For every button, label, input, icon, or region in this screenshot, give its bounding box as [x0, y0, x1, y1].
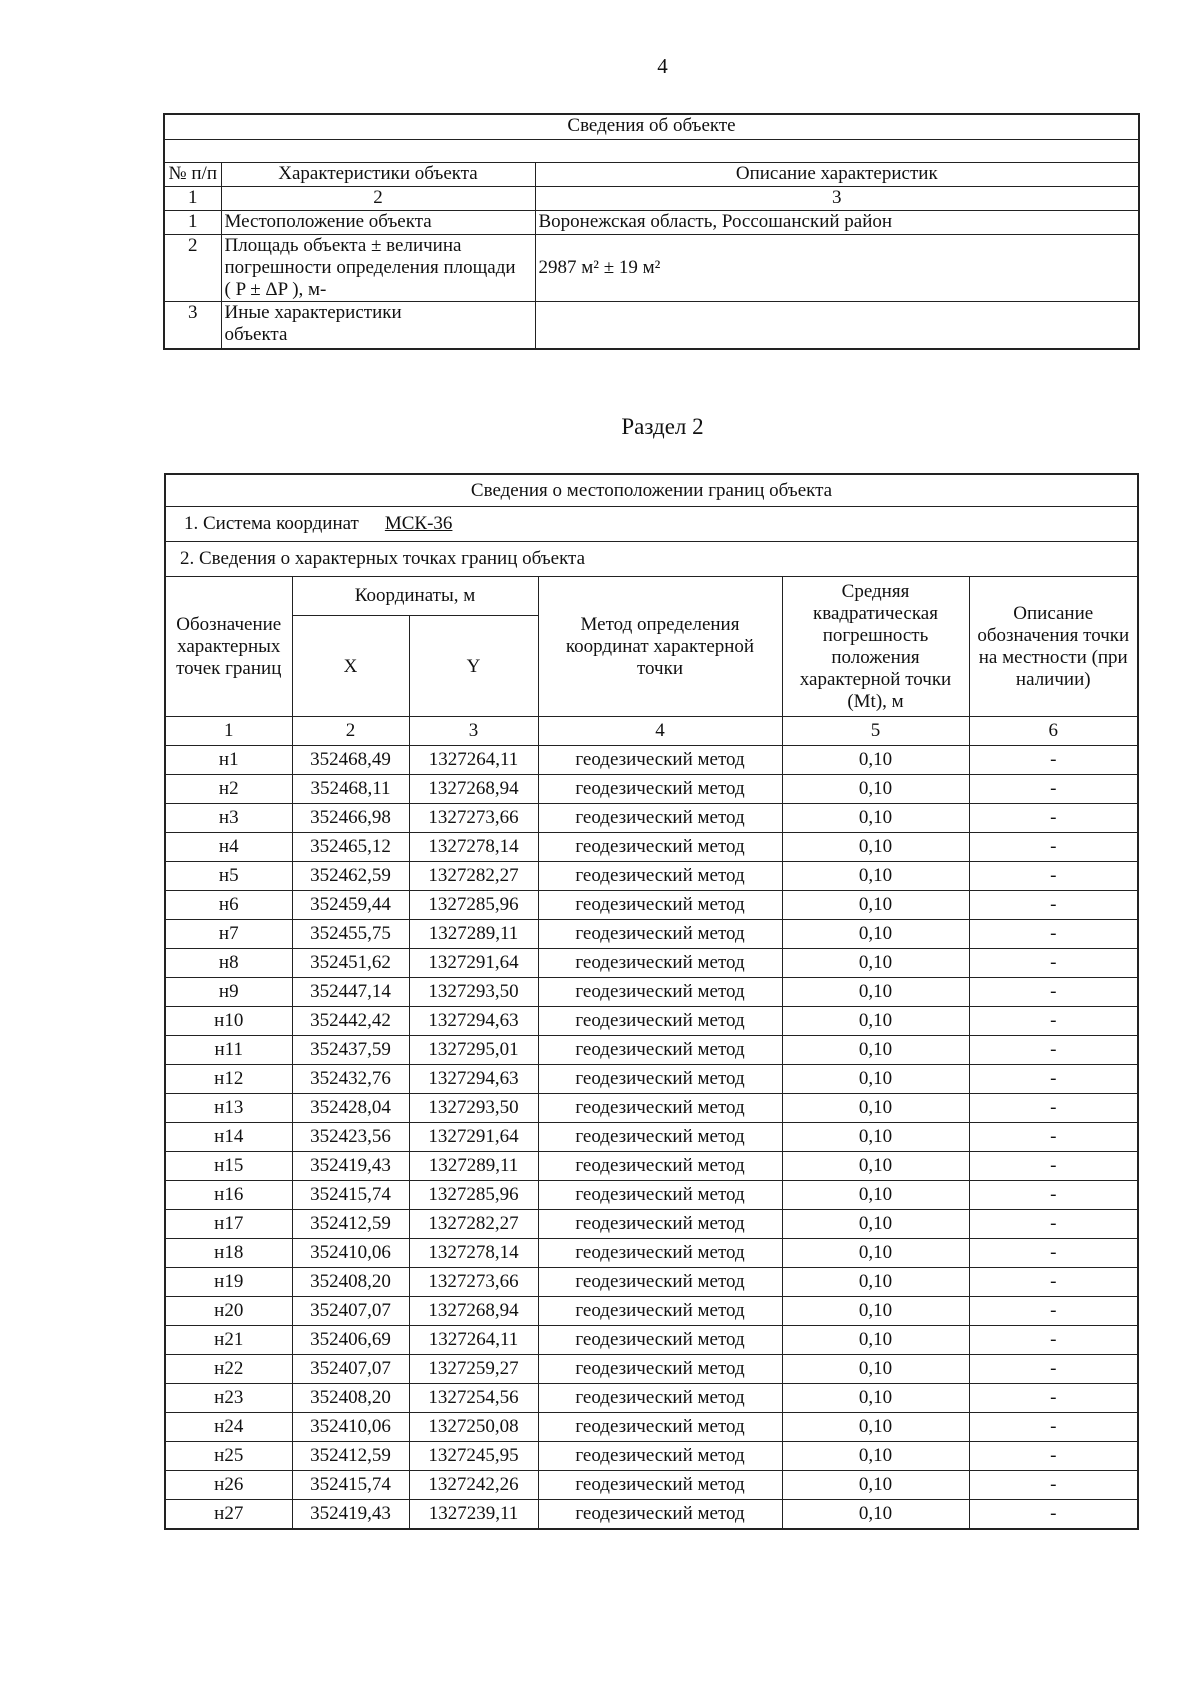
point-description: - [969, 1355, 1138, 1384]
point-mt: 0,10 [782, 1007, 969, 1036]
point-method: геодезический метод [538, 1094, 782, 1123]
characteristic-value: Воронежская область, Россошанский район [535, 211, 1139, 235]
points-body [165, 746, 1138, 1530]
header-line: погрешность [822, 624, 929, 646]
column-number: 2 [292, 717, 409, 746]
point-y: 1327245,95 [409, 1442, 538, 1471]
point-mt: 0,10 [782, 833, 969, 862]
table-row [165, 833, 1138, 862]
point-method: геодезический метод [538, 1471, 782, 1500]
point-mt: 0,10 [782, 1355, 969, 1384]
point-y: 1327273,66 [409, 804, 538, 833]
point-method: геодезический метод [538, 1007, 782, 1036]
point-y: 1327282,27 [409, 1210, 538, 1239]
point-y: 1327242,26 [409, 1471, 538, 1500]
point-x: 352465,12 [292, 833, 409, 862]
point-x: 352419,43 [292, 1500, 409, 1530]
point-method: геодезический метод [538, 920, 782, 949]
point-y: 1327268,94 [409, 775, 538, 804]
column-number: 3 [535, 187, 1139, 211]
point-description: - [969, 746, 1138, 775]
table-row [165, 1210, 1138, 1239]
point-method: геодезический метод [538, 1152, 782, 1181]
point-x: 352468,49 [292, 746, 409, 775]
table-row [165, 1355, 1138, 1384]
point-y: 1327291,64 [409, 1123, 538, 1152]
point-description: - [969, 775, 1138, 804]
point-method: геодезический метод [538, 1413, 782, 1442]
point-mt: 0,10 [782, 804, 969, 833]
header-line: Обозначение [176, 613, 282, 635]
point-mt: 0,10 [782, 746, 969, 775]
characteristic-name [221, 235, 535, 302]
table-row [165, 1239, 1138, 1268]
point-x: 352459,44 [292, 891, 409, 920]
table-row [165, 1181, 1138, 1210]
point-id: н7 [165, 920, 292, 949]
header-line: характерной точки [799, 668, 952, 690]
point-y: 1327264,11 [409, 746, 538, 775]
point-description: - [969, 1500, 1138, 1530]
characteristic-name [221, 302, 535, 350]
point-description: - [969, 1297, 1138, 1326]
point-mt: 0,10 [782, 1152, 969, 1181]
point-x: 352428,04 [292, 1094, 409, 1123]
object-info-title: Сведения об объекте [164, 114, 1139, 140]
row-number: 3 [164, 302, 221, 350]
point-mt: 0,10 [782, 1181, 969, 1210]
point-y: 1327278,14 [409, 833, 538, 862]
point-mt: 0,10 [782, 1065, 969, 1094]
table-row [165, 1123, 1138, 1152]
point-id: н10 [165, 1007, 292, 1036]
point-id: н14 [165, 1123, 292, 1152]
point-method: геодезический метод [538, 949, 782, 978]
header-point [165, 577, 292, 717]
coord-system-label: 1. Система координат [184, 513, 359, 534]
column-number: 3 [409, 717, 538, 746]
point-x: 352419,43 [292, 1152, 409, 1181]
point-x: 352408,20 [292, 1384, 409, 1413]
table-row [165, 1065, 1138, 1094]
point-id: н8 [165, 949, 292, 978]
point-method: геодезический метод [538, 1500, 782, 1530]
point-method: геодезический метод [538, 1326, 782, 1355]
point-method: геодезический метод [538, 1442, 782, 1471]
point-description: - [969, 1007, 1138, 1036]
header-line: наличии) [1015, 668, 1091, 690]
point-mt: 0,10 [782, 1413, 969, 1442]
point-id: н26 [165, 1471, 292, 1500]
point-method: геодезический метод [538, 804, 782, 833]
point-description: - [969, 1123, 1138, 1152]
characteristic-value: 2987 м² ± 19 м² [535, 235, 1139, 302]
column-number: 5 [782, 717, 969, 746]
header-line: координат характерной [565, 635, 755, 657]
point-id: н27 [165, 1500, 292, 1530]
table-row [165, 746, 1138, 775]
point-mt: 0,10 [782, 1326, 969, 1355]
table-row [165, 1007, 1138, 1036]
point-y: 1327293,50 [409, 1094, 538, 1123]
column-number: 4 [538, 717, 782, 746]
table-row [165, 1094, 1138, 1123]
point-x: 352466,98 [292, 804, 409, 833]
table-row [165, 978, 1138, 1007]
point-id: н6 [165, 891, 292, 920]
point-method: геодезический метод [538, 833, 782, 862]
point-x: 352412,59 [292, 1442, 409, 1471]
point-y: 1327289,11 [409, 920, 538, 949]
point-id: н23 [165, 1384, 292, 1413]
point-description: - [969, 920, 1138, 949]
point-mt: 0,10 [782, 978, 969, 1007]
header-line: точки [636, 657, 683, 679]
point-y: 1327285,96 [409, 1181, 538, 1210]
point-mt: 0,10 [782, 1210, 969, 1239]
header-description [969, 577, 1138, 717]
point-description: - [969, 891, 1138, 920]
point-y: 1327294,63 [409, 1065, 538, 1094]
point-id: н22 [165, 1355, 292, 1384]
table-row [165, 1442, 1138, 1471]
point-id: н21 [165, 1326, 292, 1355]
column-number: 2 [221, 187, 535, 211]
point-method: геодезический метод [538, 1210, 782, 1239]
header-line: характерных [177, 635, 281, 657]
point-mt: 0,10 [782, 949, 969, 978]
point-method: геодезический метод [538, 1355, 782, 1384]
point-id: н24 [165, 1413, 292, 1442]
section-title: Раздел 2 [621, 414, 704, 439]
point-mt: 0,10 [782, 1268, 969, 1297]
point-mt: 0,10 [782, 1094, 969, 1123]
header-line: квадратическая [813, 602, 938, 624]
point-x: 352455,75 [292, 920, 409, 949]
empty-row [164, 140, 1139, 163]
point-mt: 0,10 [782, 862, 969, 891]
point-y: 1327295,01 [409, 1036, 538, 1065]
point-x: 352410,06 [292, 1413, 409, 1442]
point-id: н9 [165, 978, 292, 1007]
column-number: 1 [164, 187, 221, 211]
point-method: геодезический метод [538, 1181, 782, 1210]
point-mt: 0,10 [782, 1123, 969, 1152]
characteristic-value [535, 302, 1139, 350]
point-mt: 0,10 [782, 920, 969, 949]
header-line: Описание [1013, 602, 1094, 624]
point-method: геодезический метод [538, 978, 782, 1007]
point-method: геодезический метод [538, 1065, 782, 1094]
point-method: геодезический метод [538, 1297, 782, 1326]
table-row [165, 949, 1138, 978]
point-x: 352407,07 [292, 1355, 409, 1384]
point-description: - [969, 1036, 1138, 1065]
point-id: н19 [165, 1268, 292, 1297]
point-mt: 0,10 [782, 1500, 969, 1530]
object-info-table [163, 113, 1140, 350]
point-y: 1327289,11 [409, 1152, 538, 1181]
point-description: - [969, 1239, 1138, 1268]
point-method: геодезический метод [538, 891, 782, 920]
point-mt: 0,10 [782, 1384, 969, 1413]
table-row [165, 1036, 1138, 1065]
point-method: геодезический метод [538, 1123, 782, 1152]
characteristic-name: Местоположение объекта [221, 211, 535, 235]
table-row [165, 1326, 1138, 1355]
point-mt: 0,10 [782, 891, 969, 920]
point-y: 1327259,27 [409, 1355, 538, 1384]
point-y: 1327285,96 [409, 891, 538, 920]
point-y: 1327273,66 [409, 1268, 538, 1297]
point-x: 352410,06 [292, 1239, 409, 1268]
point-mt: 0,10 [782, 1036, 969, 1065]
table-row [165, 891, 1138, 920]
point-y: 1327293,50 [409, 978, 538, 1007]
point-id: н15 [165, 1152, 292, 1181]
row-number: 2 [164, 235, 221, 302]
point-method: геодезический метод [538, 775, 782, 804]
header-line: точек границ [176, 657, 282, 679]
point-description: - [969, 833, 1138, 862]
point-x: 352447,14 [292, 978, 409, 1007]
point-id: н3 [165, 804, 292, 833]
characteristic-name-line: Иные характеристики [224, 302, 402, 323]
point-id: н16 [165, 1181, 292, 1210]
point-description: - [969, 1268, 1138, 1297]
boundaries-table [164, 473, 1139, 1530]
coord-system [165, 507, 1138, 542]
point-x: 352415,74 [292, 1471, 409, 1500]
header-x: X [292, 616, 409, 717]
table-row [165, 1152, 1138, 1181]
table-row [165, 1268, 1138, 1297]
column-number: 6 [969, 717, 1138, 746]
header-line: обозначения точки [977, 624, 1130, 646]
point-description: - [969, 1384, 1138, 1413]
point-description: - [969, 978, 1138, 1007]
point-y: 1327250,08 [409, 1413, 538, 1442]
point-method: геодезический метод [538, 1036, 782, 1065]
point-id: н11 [165, 1036, 292, 1065]
point-description: - [969, 1471, 1138, 1500]
header-y: Y [409, 616, 538, 717]
point-id: н1 [165, 746, 292, 775]
point-y: 1327264,11 [409, 1326, 538, 1355]
header-method [538, 577, 782, 717]
point-x: 352451,62 [292, 949, 409, 978]
point-description: - [969, 1442, 1138, 1471]
header-line: положения [831, 646, 920, 668]
column-header-description: Описание характеристик [535, 163, 1139, 187]
point-mt: 0,10 [782, 775, 969, 804]
page-number: 4 [657, 54, 668, 78]
area-label-line: ( P ± ΔP ), м- [224, 279, 327, 300]
point-x: 352412,59 [292, 1210, 409, 1239]
point-description: - [969, 1413, 1138, 1442]
point-id: н20 [165, 1297, 292, 1326]
point-y: 1327239,11 [409, 1500, 538, 1530]
point-description: - [969, 1210, 1138, 1239]
point-x: 352442,42 [292, 1007, 409, 1036]
point-id: н2 [165, 775, 292, 804]
table-row [165, 1384, 1138, 1413]
point-x: 352432,76 [292, 1065, 409, 1094]
point-x: 352462,59 [292, 862, 409, 891]
coord-system-value: МСК-36 [384, 513, 453, 534]
point-description: - [969, 1181, 1138, 1210]
point-method: геодезический метод [538, 1268, 782, 1297]
table-row [165, 1471, 1138, 1500]
point-id: н25 [165, 1442, 292, 1471]
point-description: - [969, 804, 1138, 833]
point-description: - [969, 1094, 1138, 1123]
table-row [165, 1297, 1138, 1326]
point-id: н17 [165, 1210, 292, 1239]
point-id: н12 [165, 1065, 292, 1094]
point-id: н13 [165, 1094, 292, 1123]
point-y: 1327282,27 [409, 862, 538, 891]
header-line: Средняя [841, 580, 910, 602]
header-coords: Координаты, м [292, 577, 538, 616]
point-id: н18 [165, 1239, 292, 1268]
point-x: 352423,56 [292, 1123, 409, 1152]
boundaries-title: Сведения о местоположении границ объекта [165, 474, 1138, 507]
point-description: - [969, 862, 1138, 891]
column-header-num: № п/п [164, 163, 221, 187]
header-line: (Mt), м [847, 690, 904, 712]
point-x: 352408,20 [292, 1268, 409, 1297]
point-mt: 0,10 [782, 1297, 969, 1326]
point-y: 1327294,63 [409, 1007, 538, 1036]
point-description: - [969, 949, 1138, 978]
point-description: - [969, 1152, 1138, 1181]
table-row [165, 1500, 1138, 1530]
point-method: геодезический метод [538, 1239, 782, 1268]
table-row [165, 1413, 1138, 1442]
point-description: - [969, 1326, 1138, 1355]
points-label: 2. Сведения о характерных точках границ объекта [165, 542, 1138, 577]
point-y: 1327268,94 [409, 1297, 538, 1326]
point-y: 1327291,64 [409, 949, 538, 978]
point-description: - [969, 1065, 1138, 1094]
point-mt: 0,10 [782, 1471, 969, 1500]
table-row [165, 920, 1138, 949]
row-number: 1 [164, 211, 221, 235]
area-label-line: Площадь объекта ± величина [224, 235, 462, 256]
point-x: 352406,69 [292, 1326, 409, 1355]
point-method: геодезический метод [538, 862, 782, 891]
point-id: н4 [165, 833, 292, 862]
column-number: 1 [165, 717, 292, 746]
point-x: 352407,07 [292, 1297, 409, 1326]
point-method: геодезический метод [538, 746, 782, 775]
point-y: 1327254,56 [409, 1384, 538, 1413]
point-mt: 0,10 [782, 1442, 969, 1471]
area-label-line: погрешности определения площади [224, 257, 516, 278]
point-y: 1327278,14 [409, 1239, 538, 1268]
table-row [165, 862, 1138, 891]
table-row [165, 804, 1138, 833]
header-line: Метод определения [580, 613, 740, 635]
point-x: 352415,74 [292, 1181, 409, 1210]
header-accuracy [782, 577, 969, 717]
table-row [165, 775, 1138, 804]
point-x: 352468,11 [292, 775, 409, 804]
header-line: на местности (при [978, 646, 1128, 668]
point-id: н5 [165, 862, 292, 891]
point-method: геодезический метод [538, 1384, 782, 1413]
characteristic-name-line: объекта [224, 324, 288, 345]
point-x: 352437,59 [292, 1036, 409, 1065]
column-header-characteristic: Характеристики объекта [221, 163, 535, 187]
point-mt: 0,10 [782, 1239, 969, 1268]
